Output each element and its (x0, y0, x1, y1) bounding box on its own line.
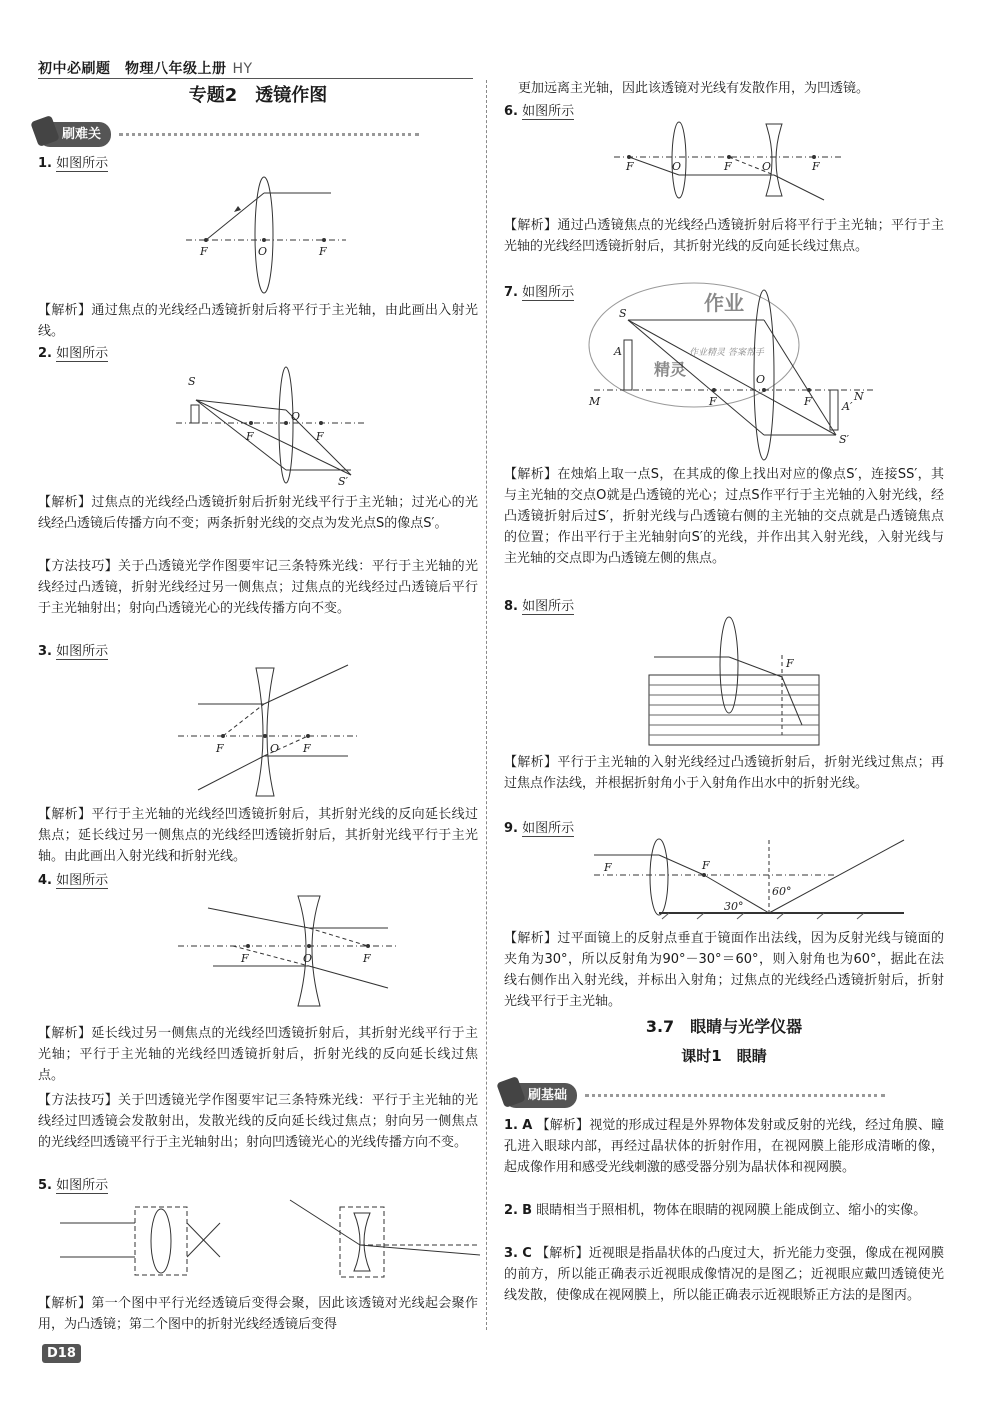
q8-label: 8. 如图所示 (504, 599, 575, 614)
q7-a-prime: A′ (842, 400, 853, 413)
column-divider (486, 80, 487, 1330)
q3-figure (178, 660, 358, 800)
q6-label: 6. 如图所示 (504, 104, 575, 119)
q4-label: 4. 如图所示 (38, 873, 109, 888)
topic-title: 专题2 透镜作图 (188, 85, 328, 106)
q5-analysis-cont: 更加远离主光轴，因此该透镜对光线有发散作用，为凹透镜。 (518, 81, 870, 96)
q6-f2: F (724, 160, 732, 173)
q4-f-left: F (241, 952, 249, 965)
q7-f-right: F (804, 395, 812, 408)
q3-f-right: F (303, 742, 311, 755)
q9-f-right: F (702, 859, 710, 872)
q6-f1: F (626, 160, 634, 173)
section-title: 3.7 眼睛与光学仪器 (645, 1017, 803, 1036)
q7-figure (584, 275, 884, 465)
running-header: 初中必刷题 物理八年级上册 HY (38, 61, 253, 77)
q3-o: O (270, 742, 280, 755)
lesson-title: 课时1 眼睛 (681, 1047, 767, 1065)
q2-s-prime: S′ (338, 475, 349, 488)
q2-method: 【方法技巧】关于凸透镜光学作图要牢记三条特殊光线：平行于主光轴的光线经过凸透镜，折射光线经过另一侧焦点；过焦点的光线经过凸透镜后平行于主光轴射出；射向凸透镜光心的光线传播方向不变。 (38, 559, 478, 616)
header-rule (38, 78, 473, 79)
banner-basic (504, 1083, 885, 1108)
banner-hard-label: 刷难关 (38, 122, 111, 147)
q7-s-prime: S′ (839, 433, 850, 446)
basic-answer-3: 3. C 【解析】近视眼是指晶状体的凸度过大，折光能力变强，像成在视网膜的前方，所以能正确表示近视眼成像情况的是图乙；近视眼应戴凹透镜使光线发散，使像成在视网膜上，所以能正确表示近视眼矫正方法的是图丙。 (504, 1246, 944, 1303)
q5-analysis: 【解析】第一个图中平行光经透镜后变得会聚，因此该透镜对光线起会聚作用，为凸透镜；第二个图中的折射光线经透镜后变得 (38, 1296, 478, 1332)
basic-answer-2: 2. B 眼睛相当于照相机，物体在眼睛的视网膜上能成倒立、缩小的实像。 (504, 1203, 927, 1218)
q3-label: 3. 如图所示 (38, 644, 109, 659)
q1-f-right: F (319, 245, 327, 258)
q7-s: S (619, 307, 627, 320)
q4-figure (178, 888, 398, 1018)
q3-f-left: F (216, 742, 224, 755)
q6-o1: O (672, 160, 682, 173)
q7-o: O (756, 373, 766, 386)
q7-label: 7. 如图所示 (504, 285, 575, 300)
q1-o: O (258, 245, 268, 258)
basic-answer-1: 1. A 【解析】视觉的形成过程是外界物体发射或反射的光线，经过角膜、瞳孔进入眼球内部，再经过晶状体的折射作用，在视网膜上能形成清晰的像，起成像作用和感受光线刺激的感受器分别为晶状体和视网膜。 (504, 1118, 944, 1175)
q4-o: O (303, 952, 313, 965)
q7-m: M (589, 395, 601, 408)
q9-label: 9. 如图所示 (504, 821, 575, 836)
q2-f-right: F (316, 430, 324, 443)
watermark-ring: 作业精灵 答案帮手 (689, 348, 764, 358)
q2-o: O (291, 410, 301, 423)
q8-f: F (786, 657, 794, 670)
q9-analysis: 【解析】过平面镜上的反射点垂直于镜面作出法线，因为反射光线与镜面的夹角为30°，所以反射角为90°－30°＝60°，则入射角也为60°，据此在法线右侧作出入射光线，并标出入射角；过焦点的光线经凸透镜折射后，折射光线平行于主光轴。 (504, 931, 944, 1009)
q9-figure (584, 835, 914, 920)
banner-hard (38, 122, 419, 147)
q5-label: 5. 如图所示 (38, 1178, 109, 1193)
q7-n: N (854, 390, 864, 403)
q6-analysis: 【解析】通过凸透镜焦点的光线经凸透镜折射后将平行于主光轴；平行于主光轴的光线经凹透镜折射后，其折射光线的反向延长线过焦点。 (504, 218, 944, 254)
watermark-mid: 精灵 (654, 360, 687, 379)
q3-analysis: 【解析】平行于主光轴的光线经凹透镜折射后，其折射光线的反向延长线过焦点；延长线过另一侧焦点的光线经凹透镜折射后，其折射光线平行于主光轴。由此画出入射光线和折射光线。 (38, 807, 478, 864)
page-number: D18 (42, 1344, 81, 1363)
q1-label: 1. 如图所示 (38, 156, 109, 171)
q9-angle-60: 60° (772, 885, 792, 898)
q8-analysis: 【解析】平行于主光轴的入射光线经过凸透镜折射后，折射光线过焦点；再过焦点作法线，并根据折射角小于入射角作出水中的折射光线。 (504, 755, 944, 791)
q9-angle-30: 30° (724, 900, 744, 913)
q4-f-right: F (363, 952, 371, 965)
q2-label: 2. 如图所示 (38, 346, 109, 361)
q2-analysis: 【解析】过焦点的光线经凸透镜折射后折射光线平行于主光轴；过光心的光线经凸透镜后传播方向不变；两条折射光线的交点为发光点S的像点S′。 (38, 495, 478, 531)
q7-analysis: 【解析】在烛焰上取一点S，在其成的像上找出对应的像点S′，连接SS′，其与主光轴的交点O就是凸透镜的光心；过点S作平行于主光轴的入射光线，经凸透镜折射后过S′，折射光线与凸透镜右侧的主光轴的交点就是凸透镜焦点的位置；作出平行于主光轴射向S′的光线，并作出其入射光线，入射光线与主光轴的交点即为凸透镜左侧的焦点。 (504, 467, 944, 566)
q7-f-left: F (709, 395, 717, 408)
q2-f-left: F (246, 430, 254, 443)
q1-f-left: F (200, 245, 208, 258)
q4-method: 【方法技巧】关于凹透镜光学作图要牢记三条特殊光线：平行于主光轴的光线经过凹透镜会发散射出，发散光线的反向延长线过焦点；射向另一侧焦点的光线经凹透镜平行于主光轴射出；射向凹透镜光心的光线传播方向不变。 (38, 1093, 478, 1150)
watermark-top: 作业 (704, 291, 744, 315)
q6-f3: F (812, 160, 820, 173)
q2-figure (176, 365, 366, 490)
banner-basic-label: 刷基础 (504, 1083, 577, 1108)
q1-figure (186, 175, 346, 295)
q5-figure (60, 1195, 480, 1290)
q6-figure (614, 120, 844, 210)
q4-analysis: 【解析】延长线过另一侧焦点的光线经凹透镜折射后，其折射光线平行于主光轴；平行于主光轴的光线经凹透镜折射后，折射光线的反向延长线过焦点。 (38, 1026, 478, 1083)
q9-f-left: F (604, 861, 612, 874)
q1-analysis: 【解析】通过焦点的光线经凸透镜折射后将平行于主光轴，由此画出入射光线。 (38, 303, 478, 339)
q8-figure (644, 615, 824, 750)
q6-o2: O (762, 160, 772, 173)
q2-s: S (188, 375, 196, 388)
q7-a: A (614, 345, 622, 358)
